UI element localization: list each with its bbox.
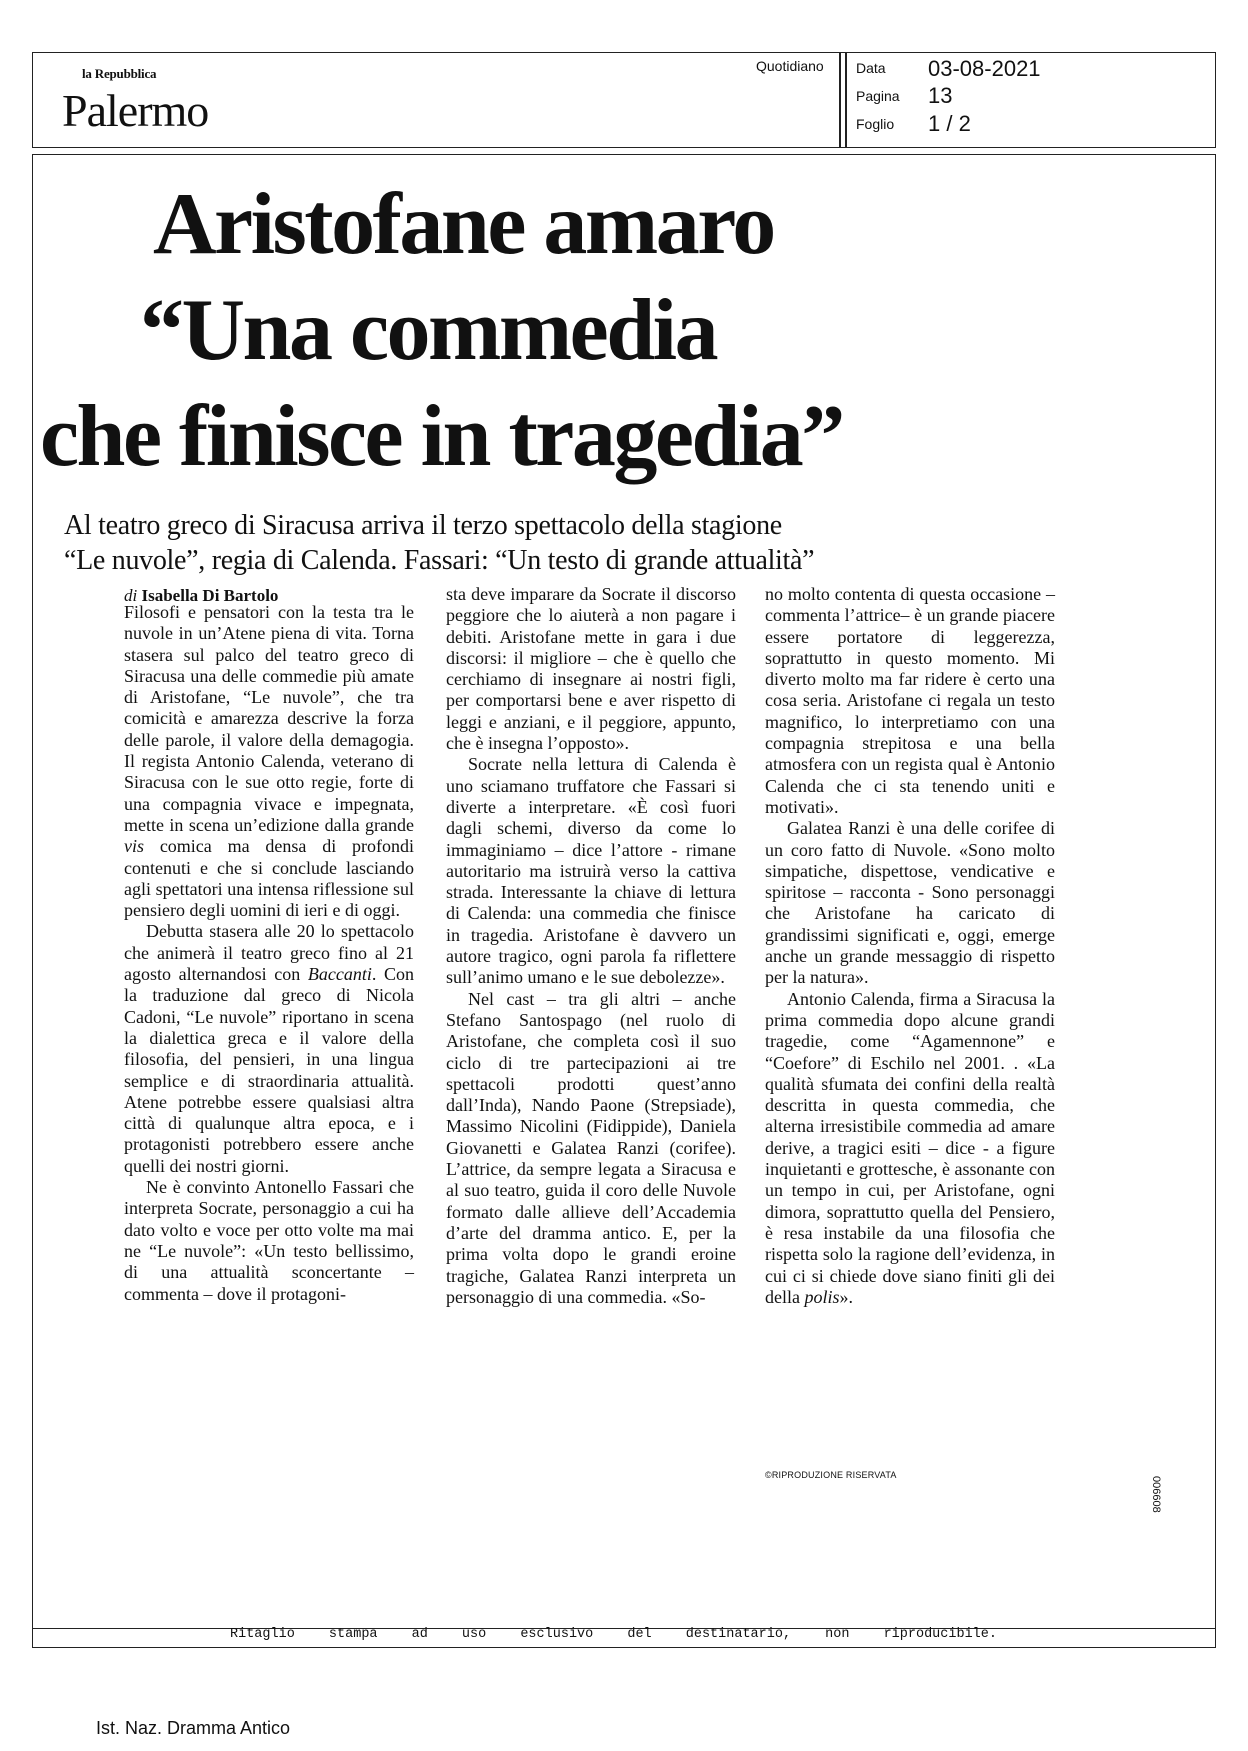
paragraph: Socrate nella lettura di Calenda è uno sciamano truffatore che Fassari si diverte a interpretare. «È così fuori dagli schemi, diverso da come lo immaginiamo – dice l’attore - rimane autoritario ma istruirà verso la cattiva strada. Interessante la chiave di lettura di Calenda: una commedia che finisce in tragedia. Aristofane è davvero un autore tragico, ogni parola fa riflettere sull’animo umano e le sue debolezze». [446,754,736,988]
brand-small: la Repubblica [82,66,157,81]
client-label: Ist. Naz. Dramma Antico [96,1718,291,1738]
byline-prefix: di [124,586,138,605]
subheadline-line: Al teatro greco di Siracusa arriva il terzo spettacolo della stagione [64,510,782,541]
paragraph [124,602,414,921]
brand-title: Palermo [62,85,209,136]
sheet-label: Foglio [856,116,895,132]
text: . Con la traduzione dal greco di Nicola Cadoni, “Le nuvole” riportano in scena la dialettica greca e il valore della filosofia, del pensieri, in una lingua semplice e di straordinaria attualità. Atene potrebbe essere qualsiasi altra città di qualunque altra epoca, e i protagonisti potrebbero essere anche quelli dei nostri giorni. [124,964,414,1176]
text: Filosofi e pensatori con la testa tra le nuvole in un’Atene piena di vita. Torna stasera sul palco del teatro greco di Siracusa una delle commedie più amate di Aristofane, “Le nuvole”, che tra comicità e amarezza descrive la forza delle parole, il valore della demagogia. Il regista Antonio Calenda, veterano di Siracusa con le sue otto regie, forte di una compagnia vivace e impegnata, mette in scena un’edizione dalla grande [124,602,414,835]
footer-note: Ritaglio stampa ad uso esclusivo del destinatario, non riproducibile. [230,1627,997,1642]
paragraph: Galatea Ranzi è una delle corifee di un coro fatto di Nuvole. «Sono molto simpatiche, dispettose, vendicative e spiritose – racconta - Sono personaggi che Aristofane ha caricato di grandissimi significati e, oggi, emerge anche un grande messaggio di rispetto per la natura». [765,818,1055,988]
subheadline [64,508,1184,578]
header-divider [845,53,847,147]
subheadline-line: “Le nuvole”, regia di Calenda. Fassari: “Un testo di grande attualità” [64,545,815,576]
date-label: Data [856,60,886,76]
italic-text: Baccanti [307,964,372,985]
article-column-2 [446,584,736,1308]
page-value: 13 [928,83,953,108]
text: comica ma densa di profondi contenuti e che si conclude lasciando agli spettatori una intensa riflessione sul pensiero degli uomini di ieri e di oggi. [124,836,414,921]
headline-line: che finisce in tragedia” [40,388,843,485]
article-column-1 [124,602,414,1305]
paragraph: Nel cast – tra gli altri – anche Stefano Santospago (nel ruolo di Aristofane, che completa così il suo ciclo di tre partecipazioni ai tre spettacoli prodotti quest’anno dall’Inda), Nando Paone (Strepsiade), Massimo Nicolini (Fidippide), Daniela Giovanetti e Galatea Ranzi (corifee). L’attrice, da sempre legata a Siracusa e al suo teatro, guida il coro delle Nuvole formato dalle allieve dell’Accademia d’arte del dramma antico. E, per la prima volta dopo le grandi eroine tragiche, Galatea Ranzi interpreta un personaggio di una commedia. «So- [446,988,736,1307]
headline-line: “Una commedia [140,282,717,379]
paragraph: no molto contenta di questa occasione – commenta l’attrice– è un grande piacere essere portatore di leggerezza, soprattutto in questo momento. Mi diverto molto ma far ridere è certo una cosa seria. Aristofane ci regala un testo magnifico, lo interpretiamo con una compagnia strepitosa e una bella atmosfera con un regista qual è Antonio Calenda che ci sta tenendo uniti e motivati». [765,584,1055,817]
sheet-value: 1 / 2 [928,111,971,136]
document-code: 006608 [1150,1476,1162,1513]
paragraph [124,921,414,1177]
page-label: Pagina [856,88,900,104]
date-value: 03-08-2021 [928,56,1041,81]
headline [40,172,940,490]
italic-text: vis [124,836,144,857]
paragraph: sta deve imparare da Socrate il discorso peggiore che lo aiuterà a non pagare i debiti. Aristofane mette in gara i due discorsi: il migliore – che è quello che cerchiamo di insegnare ai nostri figli, per comportarsi bene e aver rispetto di leggi e anziani, e il peggiore, appunto, che è insegna l’opposto». [446,584,736,754]
text: Debutta stasera alle 20 lo spettacolo che animerà il teatro greco fino al 21 agosto alternandosi con [124,921,414,985]
text: ». [839,1286,853,1307]
publication-type: Quotidiano [756,58,824,74]
headline-line: Aristofane amaro [153,176,774,273]
article-column-3 [765,584,1055,1308]
header-divider [839,53,841,147]
italic-text: polis [804,1286,840,1307]
copyright-note: ©RIPRODUZIONE RISERVATA [765,1470,897,1480]
byline-author: Isabella Di Bartolo [141,586,279,605]
text: Antonio Calenda, firma a Siracusa la prima commedia dopo alcune grandi tragedie, come “Agamennone” e “Coefore” di Eschilo nel 2001. . «La qualità sfumata dei confini della realtà descritta in questa commedia, che alterna irresistibile commedia ad amare derive, a tragici esiti – dice - a figure inquietanti e grottesche, è assonante con un tempo in cui, per Aristofane, ogni dimora, soprattutto quella del Pensiero, è resa instabile da una filosofia che rispetta solo la ragione dell’evidenza, in cui ci si chiede dove siano finiti gli dei della [765,988,1055,1307]
paragraph [765,989,1055,1308]
paragraph: Ne è convinto Antonello Fassari che interpreta Socrate, personaggio a cui ha dato volto e voce per otto volte ma mai ne “Le nuvole”: «Un testo bellissimo, di una attualità sconcertante – commenta – dove il protagoni- [124,1177,414,1304]
